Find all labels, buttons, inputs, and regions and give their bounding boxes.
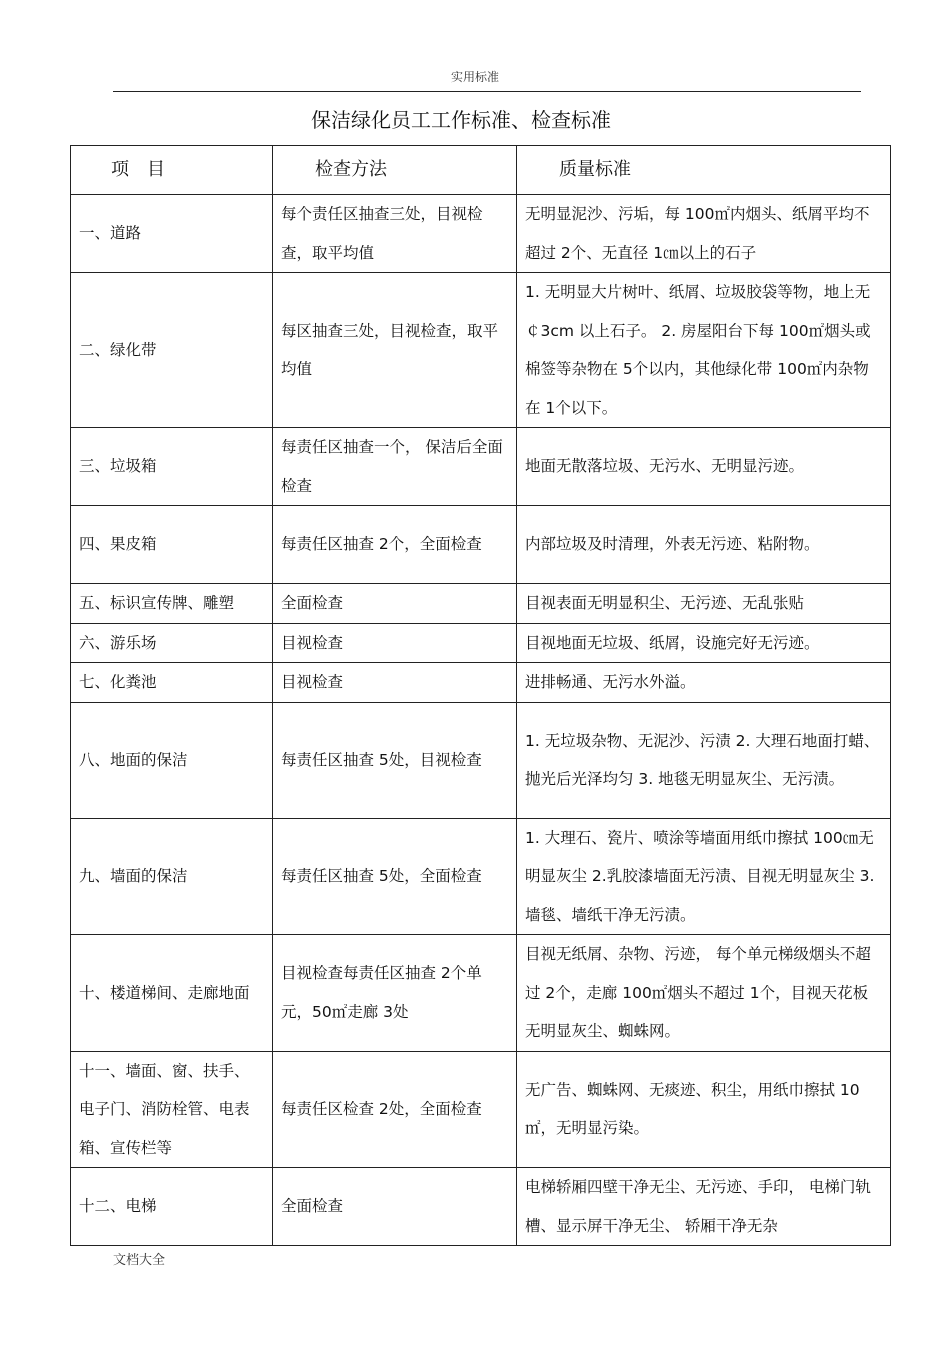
item-cell: 六、游乐场 <box>71 623 273 663</box>
table-row <box>71 935 891 1052</box>
standard-cell: 无广告、蜘蛛网、无痰迹、积尘，用纸巾擦拭 10㎡，无明显污染。 <box>517 1051 891 1168</box>
standard-cell: 无明显泥沙、污垢，每 100㎡内烟头、纸屑平均不超过 2个、无直径 1㎝以上的石子 <box>517 195 891 273</box>
page-header: 实用标准 <box>450 70 499 84</box>
item-text: 十二、电梯 <box>79 1197 157 1216</box>
item-cell: 五、标识宣传牌、雕塑 <box>71 584 273 624</box>
column-header-item: 项 目 <box>71 146 273 195</box>
document-title: 保洁绿化员工工作标准、检查标准 <box>311 108 611 132</box>
column-header-method: 检查方法 <box>273 146 517 195</box>
table-header-row <box>71 146 891 195</box>
standard-text: 电梯轿厢四壁干净无尘、无污迹、手印， 电梯门轨槽、显示屏干净无尘、 轿厢干净无杂 <box>525 1178 871 1235</box>
item-cell: 三、垃圾箱 <box>71 428 273 506</box>
standard-cell: 1. 无垃圾杂物、无泥沙、污渍 2. 大理石地面打蜡、抛光后光泽均匀 3. 地毯无明显灰尘、无污渍。 <box>517 702 891 818</box>
standard-cell <box>517 1168 891 1246</box>
item-cell: 七、化粪池 <box>71 663 273 703</box>
item-cell: 四、果皮箱 <box>71 506 273 584</box>
page-footer: 文档大全 <box>113 1253 166 1268</box>
method-cell: 每责任区抽查一个， 保洁后全面检查 <box>273 428 517 506</box>
item-cell: 一、道路 <box>71 195 273 273</box>
method-cell: 目视检查每责任区抽查 2个单元，50㎡走廊 3处 <box>273 935 517 1052</box>
table-row <box>71 818 891 935</box>
table-row <box>71 428 891 506</box>
standard-cell: 地面无散落垃圾、无污水、无明显污迹。 <box>517 428 891 506</box>
table-row <box>71 623 891 663</box>
table-row <box>71 273 891 428</box>
item-cell: 十一、墙面、窗、扶手、电子门、消防栓管、电表箱、宣传栏等 <box>71 1051 273 1168</box>
item-cell: 八、地面的保洁 <box>71 702 273 818</box>
method-cell: 每责任区抽查 5处，全面检查 <box>273 818 517 935</box>
method-cell: 每区抽查三处，目视检查，取平均值 <box>273 273 517 428</box>
item-cell <box>71 1168 273 1246</box>
method-text: 全面检查 <box>281 1197 344 1216</box>
table-row <box>71 1168 891 1246</box>
standard-cell: 1. 无明显大片树叶、纸屑、垃圾胶袋等物，地上无 ￠3cm 以上石子。 2. 房屋阳台下每 100㎡烟头或棉签等杂物在 5个以内，其他绿化带 100㎡内杂物在 1个以下。 <box>517 273 891 428</box>
standards-table <box>70 145 891 1246</box>
table-row <box>71 195 891 273</box>
method-cell: 每责任区抽查 5处，目视检查 <box>273 702 517 818</box>
method-cell: 目视检查 <box>273 623 517 663</box>
item-cell: 九、墙面的保洁 <box>71 818 273 935</box>
table-row <box>71 663 891 703</box>
method-cell <box>273 1168 517 1246</box>
table-row <box>71 1051 891 1168</box>
table-row <box>71 506 891 584</box>
method-cell: 全面检查 <box>273 584 517 624</box>
item-cell: 十、楼道梯间、走廊地面 <box>71 935 273 1052</box>
method-cell: 目视检查 <box>273 663 517 703</box>
column-header-standard: 质量标准 <box>517 146 891 195</box>
method-cell: 每责任区检查 2处，全面检查 <box>273 1051 517 1168</box>
standard-cell: 目视无纸屑、杂物、污迹， 每个单元梯级烟头不超过 2个，走廊 100㎡烟头不超过 1个，目视天花板无明显灰尘、蜘蛛网。 <box>517 935 891 1052</box>
item-cell: 二、绿化带 <box>71 273 273 428</box>
table-row <box>71 702 891 818</box>
standard-cell: 目视表面无明显积尘、无污迹、无乱张贴 <box>517 584 891 624</box>
method-cell: 每个责任区抽查三处，目视检查，取平均值 <box>273 195 517 273</box>
standard-cell: 1. 大理石、瓷片、喷涂等墙面用纸巾擦拭 100㎝无明显灰尘 2.乳胶漆墙面无污渍、目视无明显灰尘 3. 墙毯、墙纸干净无污渍。 <box>517 818 891 935</box>
header-rule <box>113 91 861 92</box>
method-cell: 每责任区抽查 2个，全面检查 <box>273 506 517 584</box>
standard-cell: 进排畅通、无污水外溢。 <box>517 663 891 703</box>
standard-cell: 目视地面无垃圾、纸屑，设施完好无污迹。 <box>517 623 891 663</box>
standard-cell: 内部垃圾及时清理，外表无污迹、粘附物。 <box>517 506 891 584</box>
table-row <box>71 584 891 624</box>
